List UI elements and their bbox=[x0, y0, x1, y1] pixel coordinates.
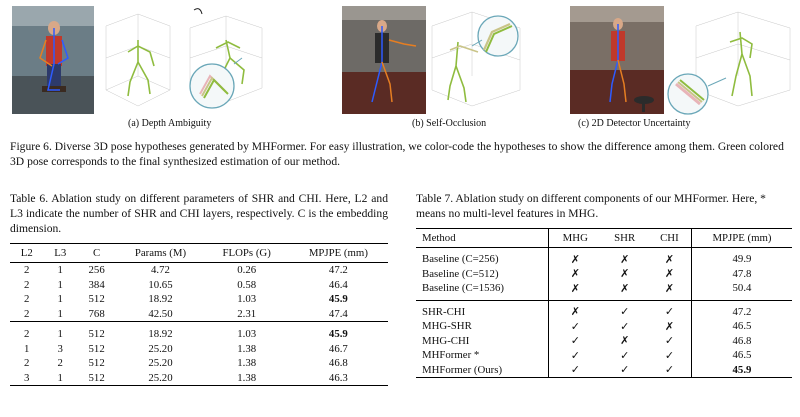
table-row bbox=[416, 248, 792, 267]
t7-header-mhg: MHG bbox=[549, 229, 602, 248]
t6-cell: 25.20 bbox=[148, 357, 173, 370]
t6-cell: 384 bbox=[88, 278, 105, 291]
t7-cell: ✓ bbox=[549, 319, 602, 334]
t7-cell: ✓ bbox=[620, 349, 630, 362]
subcaption-a: (a) Depth Ambiguity bbox=[128, 118, 212, 129]
t7-cell: ✓ bbox=[549, 348, 602, 363]
t7-cell: 47.8 bbox=[691, 267, 792, 282]
t6-cell: 3 bbox=[57, 342, 63, 355]
pose-plot-a2 bbox=[182, 4, 268, 116]
t6-cell: 256 bbox=[88, 264, 105, 277]
t6-cell: 46.4 bbox=[328, 278, 348, 291]
table-7 bbox=[416, 228, 792, 378]
pose-plot-b bbox=[428, 6, 526, 114]
table-row bbox=[416, 348, 792, 363]
t7-cell: ✗ bbox=[664, 320, 674, 333]
table-row bbox=[416, 363, 792, 378]
t6-cell: 0.58 bbox=[237, 278, 257, 291]
table-row bbox=[10, 342, 388, 357]
t7-cell: ✗ bbox=[664, 268, 674, 281]
t7-cell-method: Baseline (C=512) bbox=[422, 267, 499, 280]
t6-header-params: Params (M) bbox=[134, 247, 187, 259]
t6-cell: 2 bbox=[57, 357, 63, 370]
t7-cell-method: Baseline (C=256) bbox=[422, 253, 499, 266]
subcaption-b: (b) Self-Occlusion bbox=[412, 118, 487, 129]
t6-cell: 1 bbox=[57, 328, 63, 341]
t7-cell-method: SHR-CHI bbox=[422, 305, 466, 318]
t6-cell: 2 bbox=[24, 278, 30, 291]
t7-cell: 46.8 bbox=[691, 334, 792, 349]
t6-header-l3: L3 bbox=[54, 247, 67, 259]
t7-cell: ✓ bbox=[664, 349, 674, 362]
table-row bbox=[10, 263, 388, 278]
t7-cell: ✓ bbox=[549, 363, 602, 378]
t6-cell: 2 bbox=[24, 328, 30, 341]
t7-cell-method: MHG-CHI bbox=[422, 334, 470, 347]
t6-header-flops: FLOPs (G) bbox=[222, 247, 271, 259]
t7-cell-method: Baseline (C=1536) bbox=[422, 282, 504, 295]
figure-caption: Figure 6. Diverse 3D pose hypotheses generated by MHFormer. For easy illustration, we color-code the hypotheses to show the difference among them. Green colored 3D pose corresponds to the final synthesized estimation of our method. bbox=[10, 140, 784, 168]
t6-cell: 10.65 bbox=[148, 278, 173, 291]
t7-header-shr: SHR bbox=[614, 232, 636, 244]
t6-cell: 2 bbox=[24, 357, 30, 370]
table-row bbox=[416, 319, 792, 334]
table-row bbox=[10, 292, 388, 307]
t7-header-chi: CHI bbox=[660, 232, 679, 244]
table-row bbox=[10, 307, 388, 322]
table-row bbox=[10, 371, 388, 386]
t6-cell: 768 bbox=[88, 307, 105, 320]
t6-cell: 25.20 bbox=[148, 371, 173, 384]
t7-cell: ✗ bbox=[620, 268, 630, 281]
t6-cell: 512 bbox=[88, 293, 105, 306]
panel-depth-ambiguity bbox=[6, 4, 268, 130]
person-photo-a bbox=[12, 6, 94, 114]
rotate-arrow-icon bbox=[194, 9, 202, 14]
t7-cell: 50.4 bbox=[691, 281, 792, 300]
t6-cell: 4.72 bbox=[151, 264, 170, 277]
t6-header-mpjpe: MPJPE (mm) bbox=[308, 247, 368, 259]
t6-cell: 46.7 bbox=[328, 342, 348, 355]
table-row bbox=[10, 278, 388, 293]
table-row bbox=[416, 334, 792, 349]
t7-cell: ✓ bbox=[664, 364, 674, 377]
table-row bbox=[416, 267, 792, 282]
t7-header-method: Method bbox=[422, 232, 456, 244]
t6-cell: 2.31 bbox=[237, 307, 257, 320]
t7-cell: ✗ bbox=[549, 248, 602, 267]
t6-cell: 512 bbox=[88, 371, 105, 384]
t6-cell: 512 bbox=[88, 342, 105, 355]
table-row bbox=[416, 300, 792, 319]
t6-cell: 1 bbox=[24, 342, 30, 355]
t7-cell: ✗ bbox=[620, 282, 630, 295]
t7-cell: ✗ bbox=[549, 267, 602, 282]
t6-cell: 1 bbox=[57, 307, 63, 320]
t6-header-l2: L2 bbox=[20, 247, 33, 259]
figure-6 bbox=[6, 4, 794, 130]
t6-cell: 512 bbox=[88, 357, 105, 370]
t7-cell: ✓ bbox=[549, 334, 602, 349]
t6-cell: 2 bbox=[24, 264, 30, 277]
t6-cell: 1 bbox=[57, 264, 63, 277]
panel-detector-uncertainty bbox=[566, 4, 794, 130]
t7-cell: ✓ bbox=[620, 320, 630, 333]
table-row bbox=[416, 281, 792, 300]
pose-plot-a1 bbox=[98, 6, 178, 114]
t6-cell: 1.38 bbox=[237, 371, 257, 384]
t7-cell: ✓ bbox=[620, 364, 630, 377]
t6-cell: 512 bbox=[88, 328, 105, 341]
t6-cell: 3 bbox=[24, 371, 30, 384]
t6-cell-best: 45.9 bbox=[328, 293, 348, 306]
t6-header-c: C bbox=[93, 247, 101, 259]
t6-cell: 1.03 bbox=[237, 328, 257, 341]
t7-cell: ✗ bbox=[620, 335, 630, 348]
subcaption-c: (c) 2D Detector Uncertainty bbox=[578, 118, 691, 129]
t6-cell: 1.03 bbox=[237, 293, 257, 306]
t6-cell: 1 bbox=[57, 293, 63, 306]
t7-cell: ✗ bbox=[549, 281, 602, 300]
t7-header-mpjpe: MPJPE (mm) bbox=[691, 229, 792, 248]
t6-cell: 18.92 bbox=[148, 293, 173, 306]
t6-cell: 2 bbox=[24, 293, 30, 306]
table-7-caption: Table 7. Ablation study on different components of our MHFormer. Here, * means no multi-level features in MHG. bbox=[416, 192, 766, 220]
t6-cell: 42.50 bbox=[148, 307, 173, 320]
t6-cell: 18.92 bbox=[148, 328, 173, 341]
t6-cell: 46.8 bbox=[328, 357, 348, 370]
t7-cell: 49.9 bbox=[691, 248, 792, 267]
t7-cell: ✓ bbox=[664, 335, 674, 348]
t7-cell: ✗ bbox=[620, 253, 630, 266]
t7-cell-method: MHFormer * bbox=[422, 349, 480, 362]
table-row bbox=[10, 356, 388, 371]
t7-cell-method: MHFormer (Ours) bbox=[422, 363, 503, 376]
t7-cell: ✗ bbox=[664, 282, 674, 295]
t7-cell-method: MHG-SHR bbox=[422, 320, 472, 333]
t6-cell: 46.3 bbox=[328, 371, 348, 384]
t7-cell: ✓ bbox=[620, 306, 630, 319]
t6-cell: 25.20 bbox=[148, 342, 173, 355]
t7-cell: ✓ bbox=[664, 306, 674, 319]
t7-cell: ✗ bbox=[549, 300, 602, 319]
t7-cell: 46.5 bbox=[691, 348, 792, 363]
t6-cell: 2 bbox=[24, 307, 30, 320]
panel-self-occlusion bbox=[278, 4, 526, 130]
table-6 bbox=[10, 243, 388, 386]
t6-cell: 1 bbox=[57, 371, 63, 384]
person-photo-b bbox=[342, 6, 426, 114]
t6-cell: 0.26 bbox=[237, 264, 257, 277]
t6-cell: 1.38 bbox=[237, 357, 257, 370]
t7-cell: 47.2 bbox=[691, 300, 792, 319]
t7-cell: ✗ bbox=[664, 253, 674, 266]
pose-plot-c bbox=[666, 6, 794, 118]
t7-cell-best: 45.9 bbox=[691, 363, 792, 378]
t6-cell: 1 bbox=[57, 278, 63, 291]
table-row bbox=[10, 322, 388, 342]
t6-cell: 47.4 bbox=[328, 307, 348, 320]
person-photo-c bbox=[570, 6, 664, 114]
t6-cell: 47.2 bbox=[328, 264, 348, 277]
table-6-caption: Table 6. Ablation study on different parameters of SHR and CHI. Here, L2 and L3 indicate the number of SHR and CHI layers, respectively. C is the embedding dimension. bbox=[10, 192, 388, 235]
t6-cell: 1.38 bbox=[237, 342, 257, 355]
t7-cell: 46.5 bbox=[691, 319, 792, 334]
t6-cell-best: 45.9 bbox=[328, 328, 348, 341]
